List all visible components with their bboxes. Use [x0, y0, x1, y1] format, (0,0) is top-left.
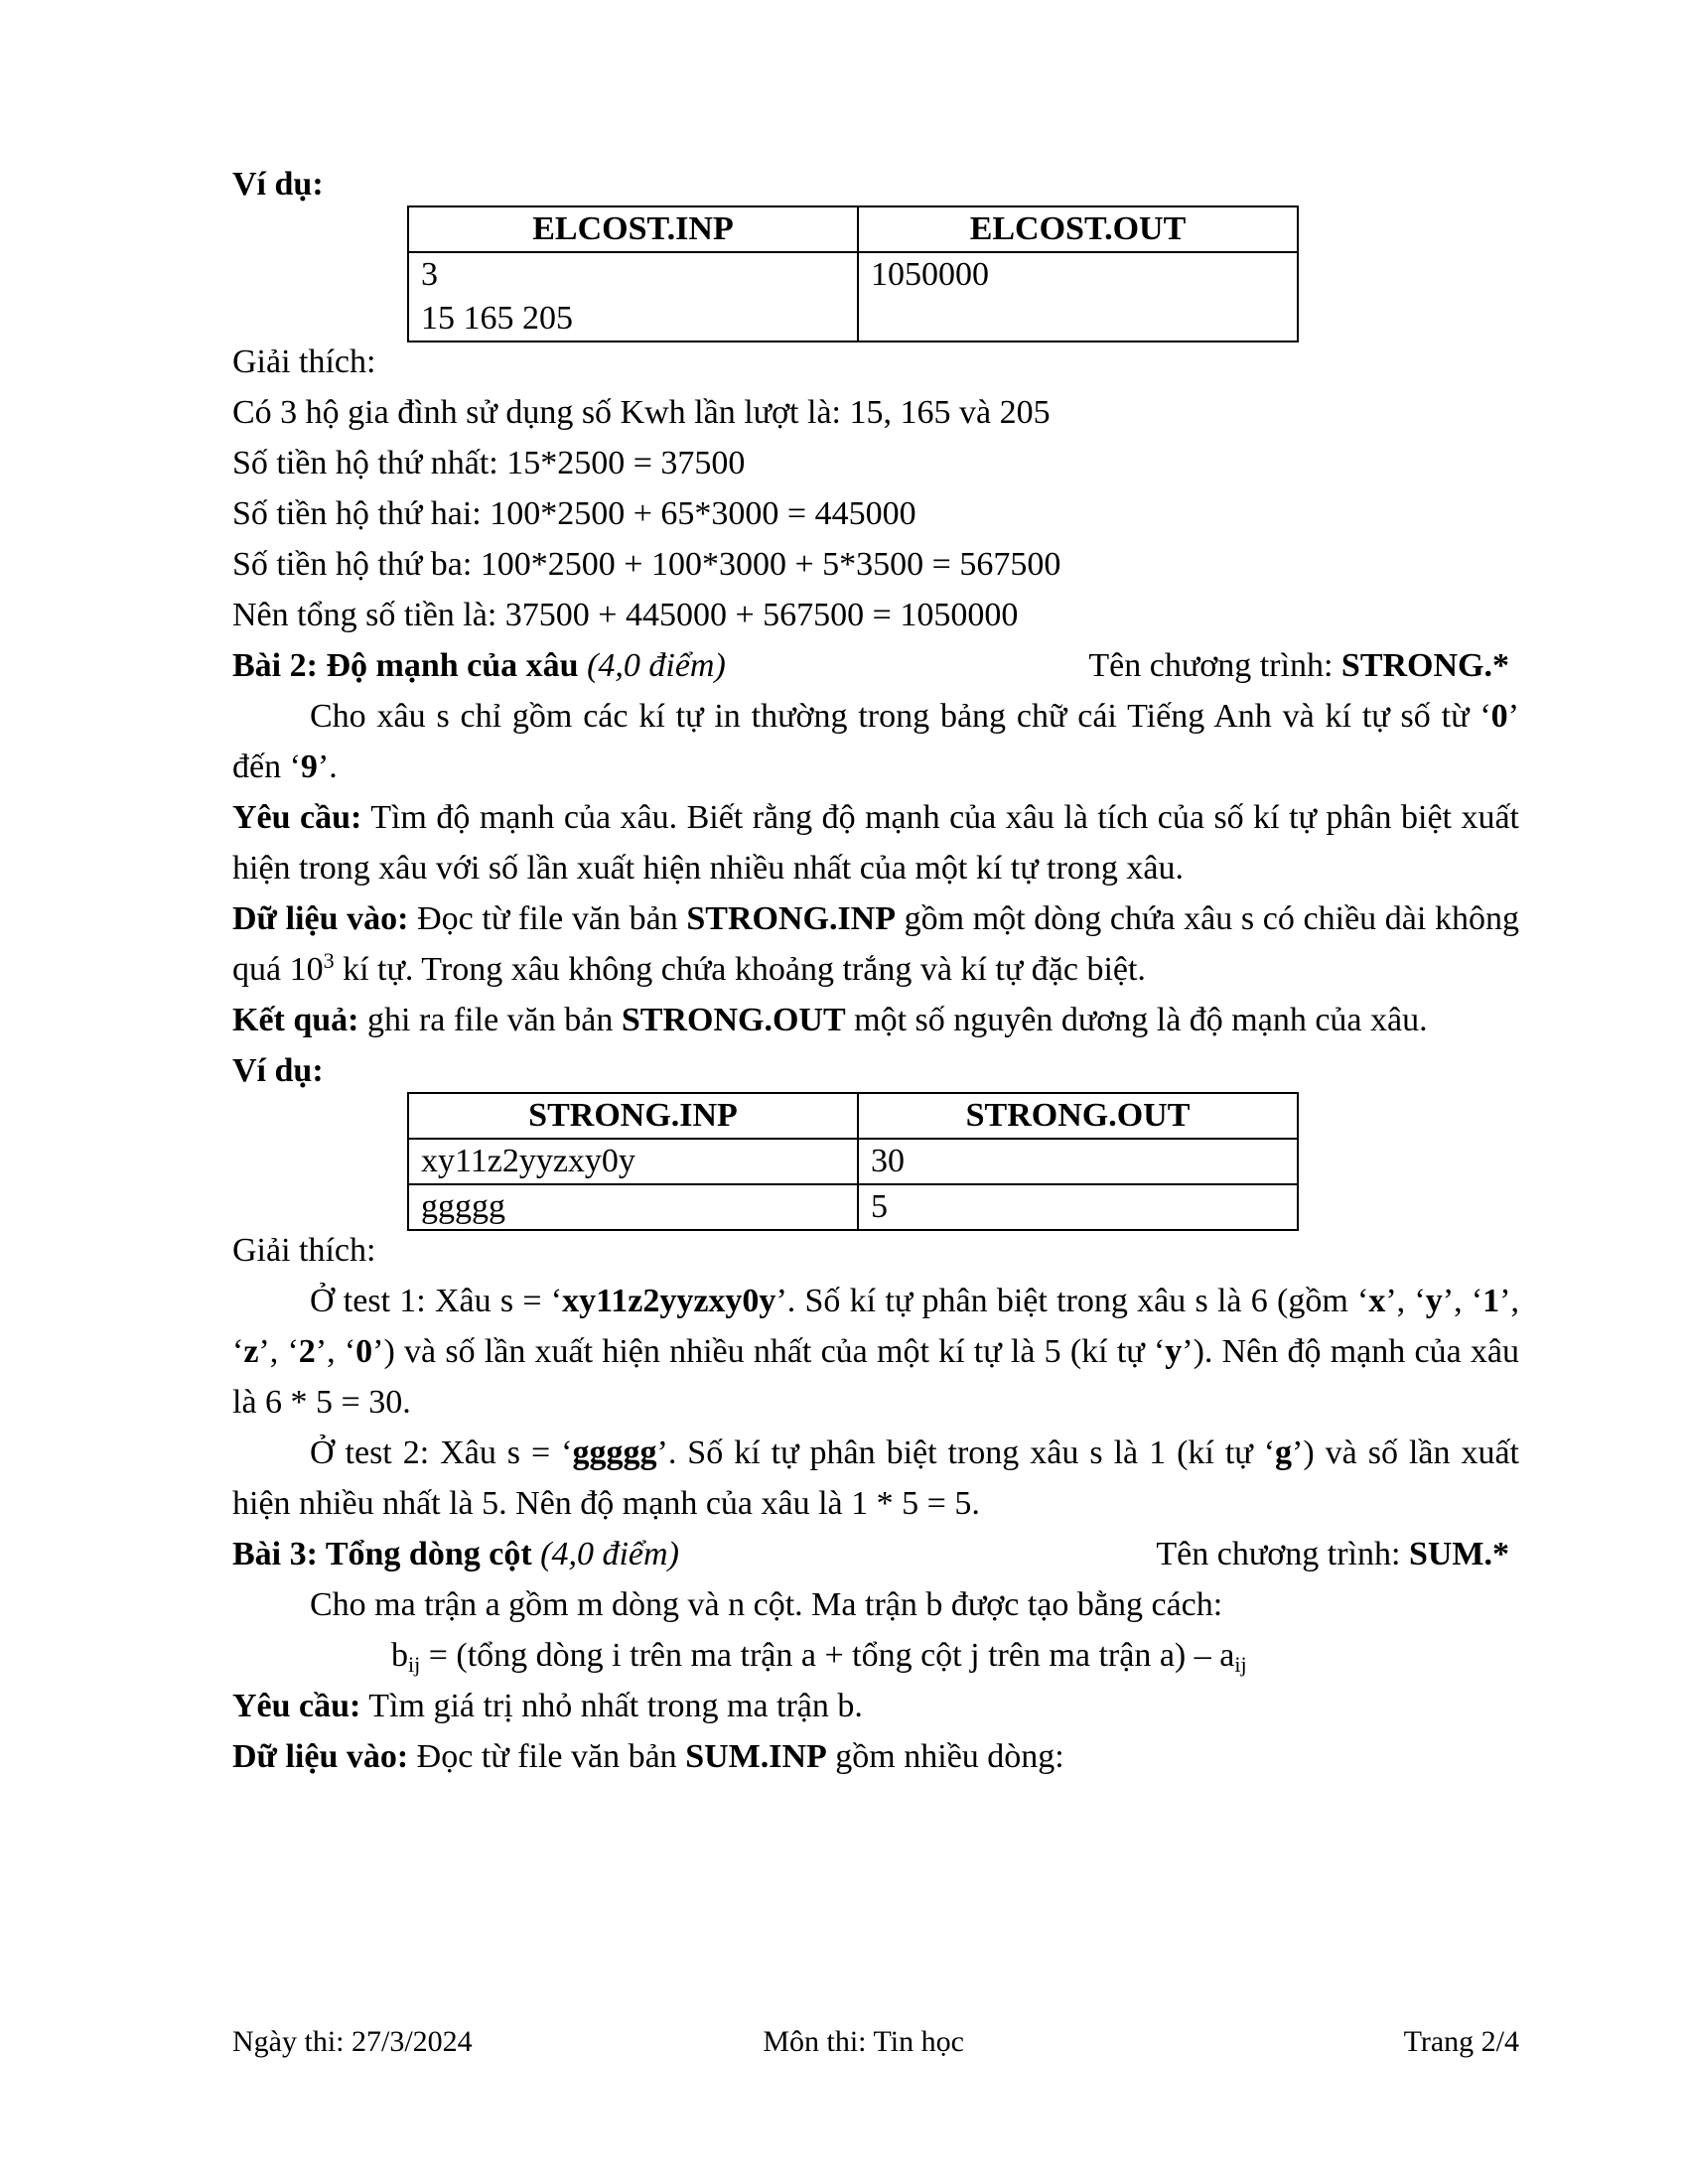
table-cell-input	[408, 252, 858, 341]
exam-subject: Môn thi: Tin học	[763, 2025, 964, 2058]
explain-line: Có 3 hộ gia đình sử dụng số Kwh lần lượt là: 15, 165 và 205	[232, 394, 1051, 431]
document-page	[232, 159, 1519, 1782]
strong-example-table	[407, 1092, 1299, 1231]
example-label: Ví dụ:	[232, 1052, 324, 1089]
explain-line: Số tiền hộ thứ ba: 100*2500 + 100*3000 + 5*3500 = 567500	[232, 546, 1061, 583]
page-number: Trang 2/4	[1403, 2025, 1519, 2058]
test-2-explanation: Ở test 2: Xâu s = ‘ggggg’. Số kí tự phân biệt trong xâu s là 1 (kí tự ‘g’) và số lần xuất hiện nhiều nhất là 5. Nên độ mạnh của xâu là 1 * 5 = 5.	[232, 1434, 1519, 1522]
table-header-row	[408, 206, 1298, 252]
table-row	[408, 1139, 1298, 1184]
program-name: Tên chương trình: SUM.*	[1156, 1536, 1509, 1572]
explain-label: Giải thích:	[232, 1232, 376, 1269]
table-row	[408, 252, 1298, 341]
example-label: Ví dụ:	[232, 166, 324, 203]
problem-2-intro: Cho xâu s chỉ gồm các kí tự in thường trong bảng chữ cái Tiếng Anh và kí tự số từ ‘0’ đến ‘9’.	[232, 698, 1519, 785]
exam-date: Ngày thi: 27/3/2024	[232, 2025, 473, 2058]
input-line: 15 165 205	[421, 300, 573, 337]
table-row	[408, 1184, 1298, 1230]
program-name: Tên chương trình: STRONG.*	[1088, 647, 1509, 684]
explain-line: Số tiền hộ thứ hai: 100*2500 + 65*3000 = 445000	[232, 495, 916, 532]
table-header-row	[408, 1093, 1298, 1139]
problem-title: Bài 2: Độ mạnh của xâu (4,0 điểm)	[232, 647, 726, 684]
table-header: ELCOST.INP	[408, 206, 858, 252]
problem-2-output: Kết quả: ghi ra file văn bản STRONG.OUT một số nguyên dương là độ mạnh của xâu.	[232, 1002, 1428, 1038]
problem-3-input: Dữ liệu vào: Đọc từ file văn bản SUM.INP gồm nhiều dòng:	[232, 1738, 1064, 1775]
input-line: 3	[421, 256, 438, 293]
explain-label: Giải thích:	[232, 343, 376, 380]
table-cell-output: 30	[858, 1139, 1298, 1184]
problem-3-intro: Cho ma trận a gồm m dòng và n cột. Ma trận b được tạo bằng cách:	[310, 1586, 1223, 1623]
problem-3-requirement: Yêu cầu: Tìm giá trị nhỏ nhất trong ma trận b.	[232, 1688, 863, 1724]
table-cell-output: 5	[858, 1184, 1298, 1230]
table-cell-input: xy11z2yyzxy0y	[408, 1139, 858, 1184]
table-cell-output: 1050000	[858, 252, 1298, 341]
problem-3-formula: $b_{ij}$ = (tổng dòng i trên ma trận a + tổng cột j trên ma trận $a) - a_{ij}$	[391, 1637, 1247, 1677]
problem-3-heading	[232, 1529, 1519, 1579]
explain-line: Nên tổng số tiền là: 37500 + 445000 + 567500 = 1050000	[232, 597, 1019, 633]
table-header: STRONG.OUT	[858, 1093, 1298, 1139]
test-1-explanation: Ở test 1: Xâu s = ‘xy11z2yyzxy0y’. Số kí tự phân biệt trong xâu s là 6 (gồm ‘x’, ‘y’, ‘1’, ‘z’, ‘2’, ‘0’) và số lần xuất hiện nhiều nhất của một kí tự là 5 (kí tự ‘y’). Nên độ mạnh của xâu là 6 * 5 = 30.	[232, 1283, 1519, 1421]
problem-title: Bài 3: Tổng dòng cột (4,0 điểm)	[232, 1536, 679, 1572]
table-cell-input: ggggg	[408, 1184, 858, 1230]
table-header: ELCOST.OUT	[858, 206, 1298, 252]
explain-line: Số tiền hộ thứ nhất: 15*2500 = 37500	[232, 445, 746, 481]
problem-2-input: Dữ liệu vào: Đọc từ file văn bản STRONG.INP gồm một dòng chứa xâu s có chiều dài không quá $10^3$ kí tự. Trong xâu không chứa khoảng trắng và kí tự đặc biệt.	[232, 900, 1519, 988]
problem-2-requirement: Yêu cầu: Tìm độ mạnh của xâu. Biết rằng độ mạnh của xâu là tích của số kí tự phân biệt xuất hiện trong xâu với số lần xuất hiện nhiều nhất của một kí tự trong xâu.	[232, 799, 1519, 887]
table-header: STRONG.INP	[408, 1093, 858, 1139]
problem-2-heading	[232, 640, 1519, 691]
page-footer	[232, 2025, 1519, 2059]
elcost-example-table	[407, 205, 1299, 342]
